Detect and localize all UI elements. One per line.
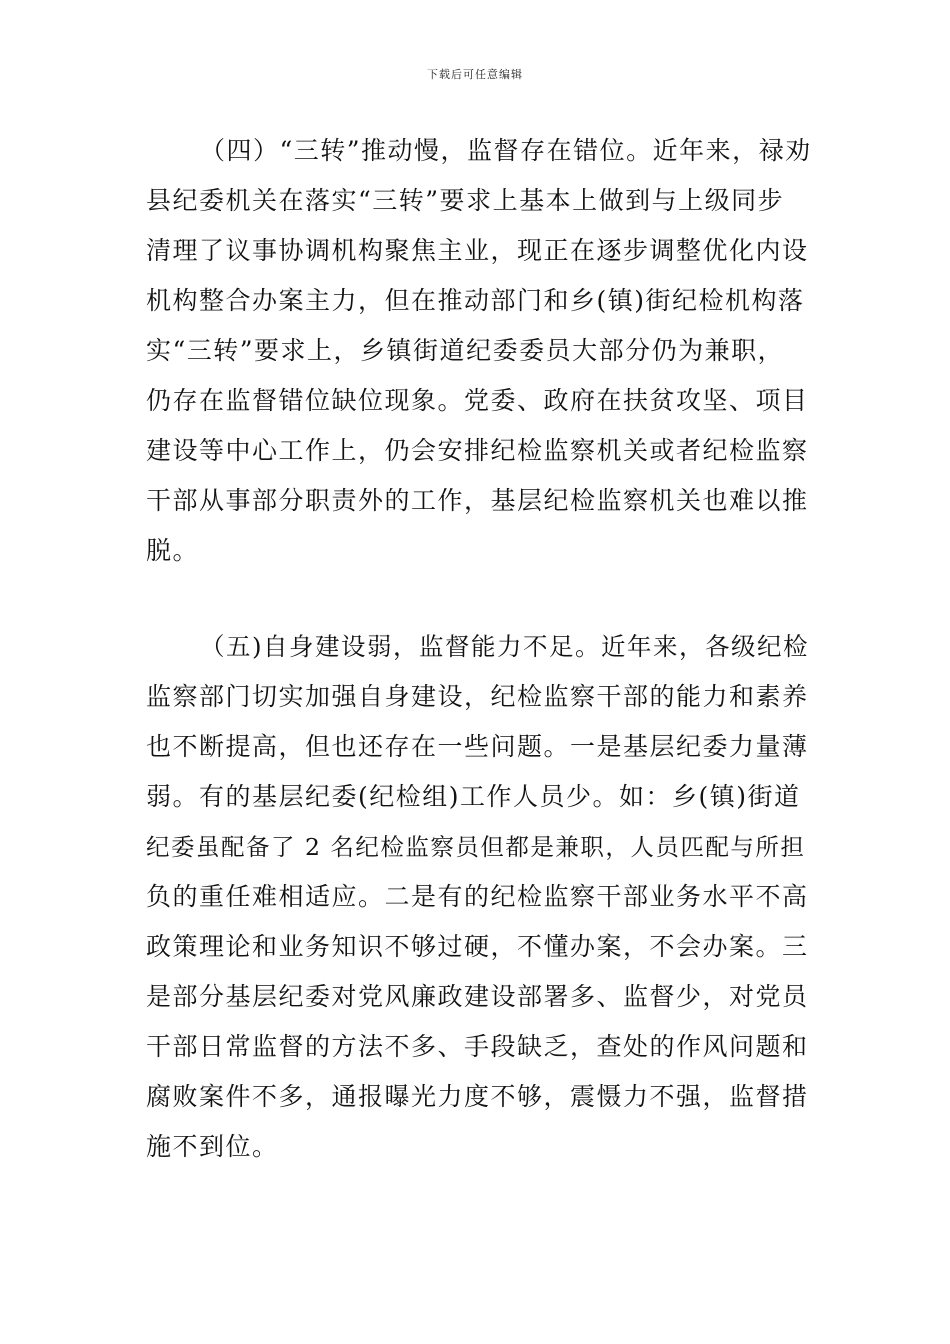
paragraph-line: 县纪委机关在落实“三转”要求上基本上做到与上级同步 [146, 186, 785, 215]
paragraph-line: 干部日常监督的方法不多、手段缺乏，查处的作风问题和 [146, 1032, 809, 1061]
paragraph-line: 纪委虽配备了 2 名纪检监察员但都是兼职，人员匹配与所担 [146, 833, 806, 861]
paragraph-line: 仍存在监督错位缺位现象。党委、政府在扶贫攻坚、项目 [146, 386, 809, 415]
paragraph-line: 政策理论和业务知识不够过硬，不懂办案，不会办案。三 [146, 932, 809, 961]
paragraph-line: 弱。有的基层纪委(纪检组)工作人员少。如：乡(镇)街道 [146, 782, 801, 811]
paragraph-line: （五)自身建设弱，监督能力不足。近年来，各级纪检 [200, 632, 810, 661]
paragraph-line: （四）“三转”推动慢，监督存在错位。近年来，禄劝 [200, 136, 812, 165]
paragraph-line: 实“三转”要求上，乡镇街道纪委委员大部分仍为兼职， [146, 336, 785, 365]
paragraph-line: 腐败案件不多，通报曝光力度不够，震慑力不强，监督措 [146, 1082, 809, 1111]
paragraph-line: 也不断提高，但也还存在一些问题。一是基层纪委力量薄 [146, 732, 809, 761]
header-note: 下载后可任意编辑 [427, 68, 523, 81]
paragraph-line: 负的重任难相适应。二是有的纪检监察干部业务水平不高 [146, 882, 809, 911]
paragraph-line: 脱。 [146, 536, 200, 565]
paragraph-line: 干部从事部分职责外的工作，基层纪检监察机关也难以推 [146, 486, 809, 515]
paragraph-line: 监察部门切实加强自身建设，纪检监察干部的能力和素养 [146, 682, 809, 711]
paragraph-line: 机构整合办案主力，但在推动部门和乡(镇)街纪检机构落 [146, 286, 805, 315]
paragraph-line: 是部分基层纪委对党风廉政建设部署多、监督少，对党员 [146, 982, 809, 1011]
paragraph-line: 建设等中心工作上，仍会安排纪检监察机关或者纪检监察 [146, 436, 809, 465]
paragraph-line: 清理了议事协调机构聚焦主业，现正在逐步调整优化内设 [146, 236, 809, 265]
paragraph-line: 施不到位。 [146, 1132, 279, 1161]
